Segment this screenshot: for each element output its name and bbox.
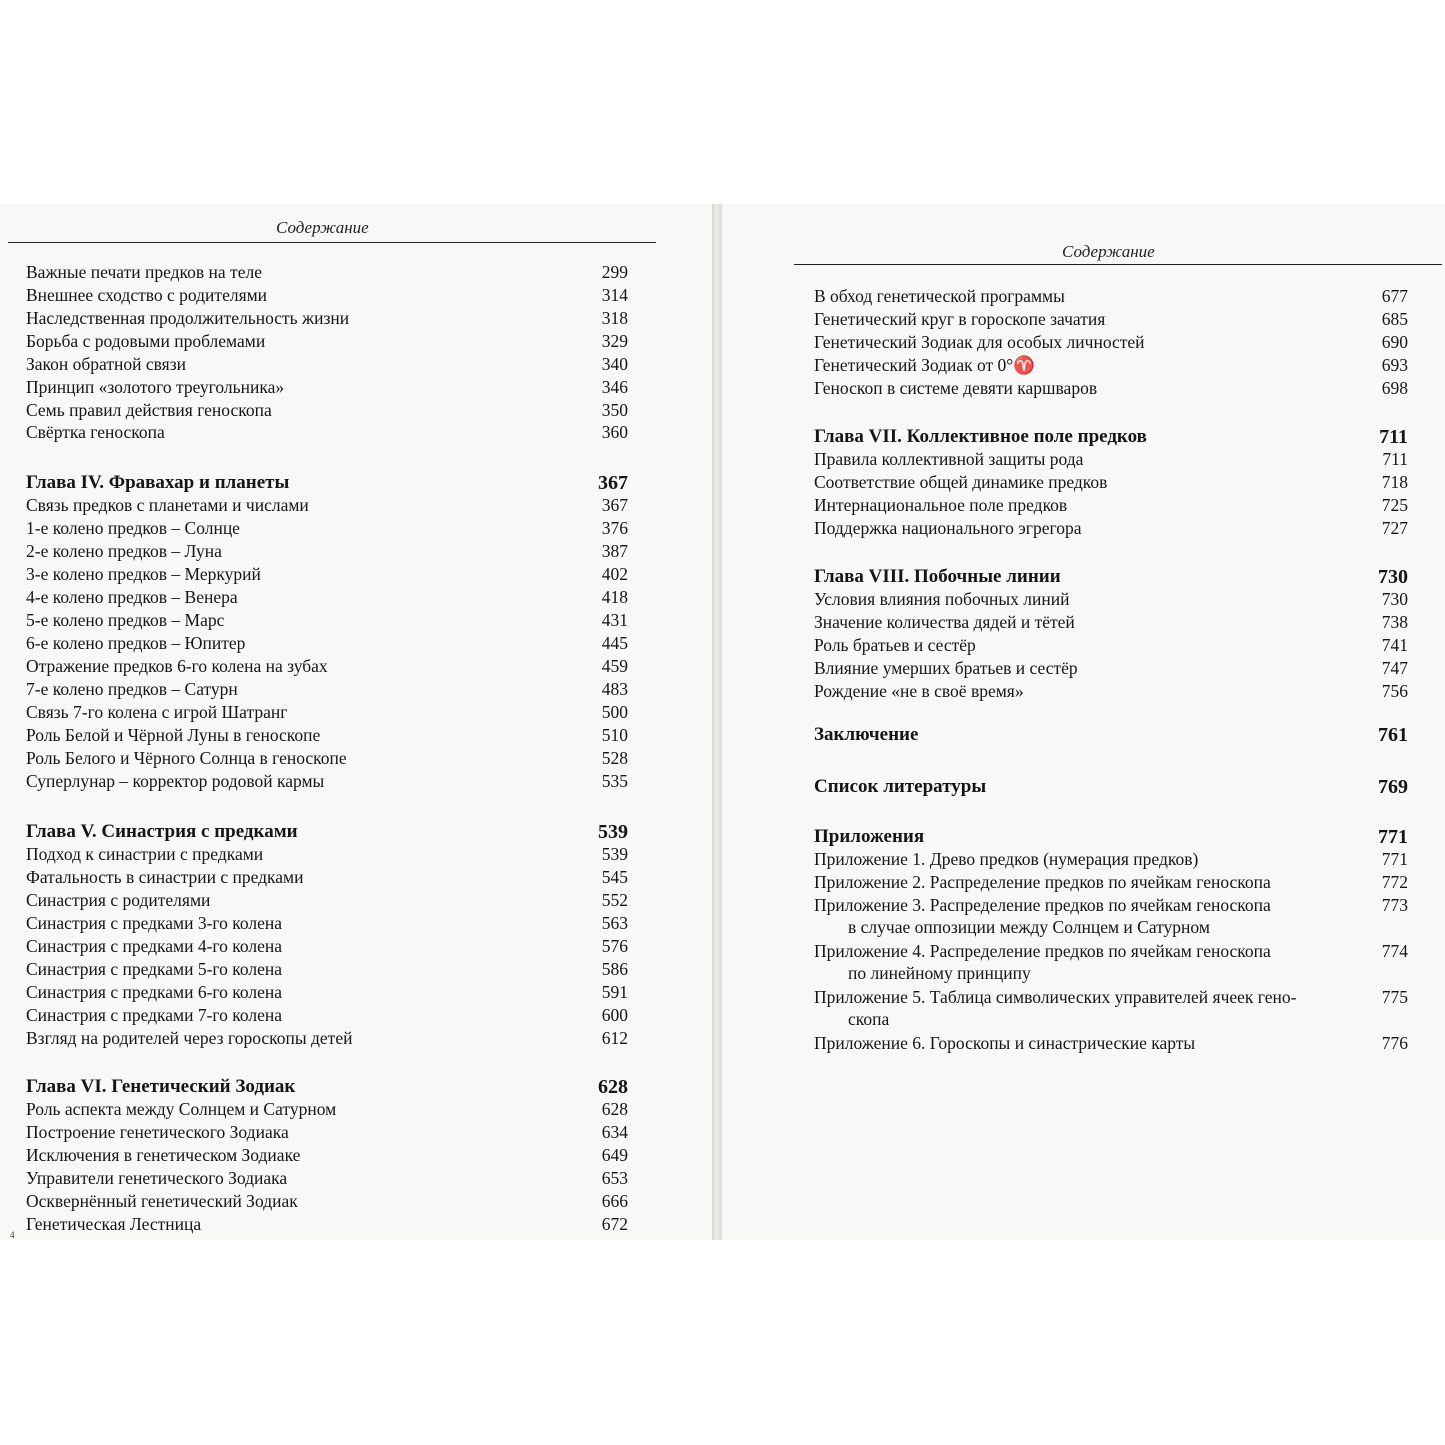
entry-page-number: 535 [601,771,628,791]
entry-title: Глава IV. Фравахар и планеты [26,472,290,493]
entry-page-number: 774 [1381,941,1408,961]
toc-entry [26,1122,628,1146]
entry-page-number: 711 [1379,426,1408,448]
entry-title: Управители генетического Зодиака [26,1168,288,1188]
entry-title: Правила коллективной защиты рода [814,449,1084,469]
toc-entry [26,1145,628,1169]
entry-page-number: 600 [601,1005,628,1025]
toc-entry [26,262,628,286]
header-rule [794,264,1442,265]
entry-title: Фатальность в синастрии с предками [26,867,304,887]
entry-title: Приложение 4. Распределение предков по ячейкам геноскопа [814,941,1271,961]
entry-page-number: 727 [1381,518,1408,538]
entry-page-number: 318 [601,308,628,328]
toc-entry [814,987,1408,1033]
entry-title: Роль Белого и Чёрного Солнца в геноскопе [26,748,347,768]
toc-entry [814,681,1408,705]
entry-title: 5-е колено предков – Марс [26,610,225,630]
entry-page-number: 586 [601,959,628,979]
entry-page-number: 653 [601,1168,628,1188]
entry-title: Синастрия с предками 5-го колена [26,959,283,979]
toc-entry [26,308,628,332]
toc-entry [26,1168,628,1192]
toc-entry [814,895,1408,941]
entry-title: Синастрия с родителями [26,890,211,910]
entry-page-number: 367 [598,472,628,494]
entry-page-number: 771 [1378,826,1408,848]
entry-page-number: 761 [1378,724,1408,746]
entry-title: 7-е колено предков – Сатурн [26,679,238,699]
toc-entry [26,844,628,868]
entry-page-number: 500 [601,702,628,722]
entry-page-number: 314 [601,285,628,305]
toc-entry [814,378,1408,402]
entry-page-number: 299 [601,262,628,282]
entry-page-number: 459 [601,656,628,676]
entry-page-number: 510 [601,725,628,745]
toc-entry [26,936,628,960]
entry-title: Приложение 5. Таблица символических управителей ячеек гено- [814,987,1297,1007]
running-head: Содержание [1062,242,1155,261]
entry-page-number: 545 [601,867,628,887]
entry-page-number: 677 [1381,286,1408,306]
entry-title: Семь правил действия геноскопа [26,400,272,420]
entry-title: Синастрия с предками 6-го колена [26,982,283,1002]
toc-entry [814,849,1408,873]
entry-title: Исключения в генетическом Зодиаке [26,1145,301,1165]
toc-entry [814,472,1408,496]
toc-entry [26,1191,628,1215]
toc-entry [814,589,1408,613]
entry-title: Свёртка геноскопа [26,422,165,442]
entry-page-number: 346 [601,377,628,397]
entry-page-number: 528 [601,748,628,768]
entry-title: Роль аспекта между Солнцем и Сатурном [26,1099,337,1119]
entry-page-number: 376 [601,518,628,538]
entry-title: Синастрия с предками 4-го колена [26,936,283,956]
entry-title: Условия влияния побочных линий [814,589,1070,609]
entry-page-number: 552 [601,890,628,910]
entry-title: Отражение предков 6-го колена на зубах [26,656,328,676]
entry-title: Генетический Зодиак от 0°♈ [814,355,1036,375]
chapter-heading [814,776,1408,800]
entry-page-number: 730 [1381,589,1408,609]
entry-title: Принцип «золотого треугольника» [26,377,285,397]
entry-title: Роль братьев и сестёр [814,635,976,655]
entry-page-number: 634 [601,1122,628,1142]
left-page [0,204,712,1240]
entry-page-number: 666 [601,1191,628,1211]
toc-entry [26,913,628,937]
toc-entry [26,564,628,588]
entry-page-number: 402 [601,564,628,584]
entry-page-number: 741 [1381,635,1408,655]
toc-entry [26,1214,628,1238]
entry-title: Закон обратной связи [26,354,186,374]
toc-entry [26,867,628,891]
entry-page-number: 747 [1381,658,1408,678]
entry-title: Синастрия с предками 3-го колена [26,913,283,933]
entry-page-number: 756 [1381,681,1408,701]
chapter-heading [26,821,628,845]
toc-entry [814,635,1408,659]
entry-title: Приложение 6. Гороскопы и синастрические карты [814,1033,1196,1053]
entry-title: Геноскоп в системе девяти каршваров [814,378,1098,398]
chapter-heading [814,724,1408,748]
entry-title: Приложения [814,826,925,847]
entry-page-number: 350 [601,400,628,420]
toc-entry [814,286,1408,310]
entry-page-number: 769 [1378,776,1408,798]
entry-title: Борьба с родовыми проблемами [26,331,266,351]
entry-page-number: 711 [1382,449,1408,469]
entry-title-continuation: по линейному принципу [848,963,1031,983]
entry-page-number: 775 [1381,987,1408,1007]
entry-title: Роль Белой и Чёрной Луны в геноскопе [26,725,321,745]
chapter-heading [814,826,1408,850]
running-head: Содержание [276,218,369,237]
entry-title: Генетическая Лестница [26,1214,202,1234]
entry-page-number: 539 [598,821,628,843]
entry-title: Глава VIII. Побочные линии [814,566,1061,587]
entry-title: Приложение 3. Распределение предков по ячейкам геноскопа [814,895,1271,915]
toc-entry [814,941,1408,987]
entry-title: Взгляд на родителей через гороскопы детей [26,1028,353,1048]
toc-entry [26,400,628,424]
entry-page-number: 431 [601,610,628,630]
entry-title: Генетический круг в гороскопе зачатия [814,309,1106,329]
entry-page-number: 340 [601,354,628,374]
chapter-heading [26,472,628,496]
entry-page-number: 725 [1381,495,1408,515]
entry-page-number: 672 [601,1214,628,1234]
entry-title: Приложение 2. Распределение предков по ячейкам геноскопа [814,872,1271,892]
entry-title: 2-е колено предков – Луна [26,541,222,561]
entry-title: Построение генетического Зодиака [26,1122,289,1142]
entry-page-number: 576 [601,936,628,956]
entry-page-number: 563 [601,913,628,933]
entry-title: Подход к синастрии с предками [26,844,264,864]
entry-title: 4-е колено предков – Венера [26,587,238,607]
entry-page-number: 772 [1381,872,1408,892]
entry-page-number: 539 [601,844,628,864]
entry-page-number: 387 [601,541,628,561]
toc-entry [26,982,628,1006]
right-page [722,204,1445,1240]
toc-entry [26,422,628,446]
toc-entry [26,633,628,657]
entry-page-number: 771 [1381,849,1408,869]
toc-entry [814,872,1408,896]
toc-entry [814,355,1408,379]
entry-page-number: 730 [1378,566,1408,588]
toc-entry [26,748,628,772]
toc-entry [814,309,1408,333]
entry-title: В обход генетической программы [814,286,1065,306]
entry-title: Наследственная продолжительность жизни [26,308,350,328]
entry-page-number: 690 [1381,332,1408,352]
entry-title: Глава VII. Коллективное поле предков [814,426,1147,447]
entry-page-number: 445 [601,633,628,653]
entry-title: Интернациональное поле предков [814,495,1068,515]
toc-entry [26,587,628,611]
page-number: 4 [10,1230,15,1240]
toc-entry [26,518,628,542]
entry-page-number: 685 [1381,309,1408,329]
chapter-heading [814,426,1408,450]
toc-entry [26,495,628,519]
toc-entry [814,658,1408,682]
entry-page-number: 738 [1381,612,1408,632]
toc-entry [26,1005,628,1029]
toc-entry [26,354,628,378]
entry-title: Внешнее сходство с родителями [26,285,268,305]
entry-title: 1-е колено предков – Солнце [26,518,240,538]
entry-title: Суперлунар – корректор родовой кармы [26,771,325,791]
entry-title: Значение количества дядей и тётей [814,612,1075,632]
entry-title: Заключение [814,724,919,745]
entry-title: 6-е колено предков – Юпитер [26,633,246,653]
entry-title: Связь предков с планетами и числами [26,495,309,515]
header-rule [8,242,656,243]
toc-entry [26,725,628,749]
entry-title: Приложение 1. Древо предков (нумерация предков) [814,849,1199,869]
toc-entry [26,890,628,914]
toc-entry [814,332,1408,356]
entry-page-number: 628 [598,1076,628,1098]
entry-title-continuation: в случае оппозиции между Солнцем и Сатурном [848,917,1210,937]
toc-entry [26,959,628,983]
toc-entry [26,1028,628,1052]
entry-title: Рождение «не в своё время» [814,681,1024,701]
entry-page-number: 693 [1381,355,1408,375]
entry-page-number: 329 [601,331,628,351]
entry-title: Важные печати предков на теле [26,262,262,282]
entry-page-number: 360 [601,422,628,442]
toc-entry [814,449,1408,473]
entry-page-number: 698 [1381,378,1408,398]
chapter-heading [26,1076,628,1100]
toc-entry [26,1099,628,1123]
entry-page-number: 649 [601,1145,628,1165]
entry-title: Синастрия с предками 7-го колена [26,1005,283,1025]
entry-title: Связь 7-го колена с игрой Шатранг [26,702,288,722]
toc-entry [26,679,628,703]
toc-entry [814,612,1408,636]
entry-page-number: 483 [601,679,628,699]
toc-entry [26,610,628,634]
entry-title: Соответствие общей динамике предков [814,472,1108,492]
toc-entry [814,518,1408,542]
entry-page-number: 776 [1381,1033,1408,1053]
entry-page-number: 718 [1381,472,1408,492]
entry-title: Генетический Зодиак для особых личностей [814,332,1145,352]
chapter-heading [814,566,1408,590]
entry-title-continuation: скопа [848,1009,890,1029]
entry-page-number: 628 [601,1099,628,1119]
entry-page-number: 418 [601,587,628,607]
entry-title: Поддержка национального эгрегора [814,518,1082,538]
toc-entry [814,1033,1408,1057]
entry-title: Глава V. Синастрия с предками [26,821,298,842]
toc-entry [814,495,1408,519]
entry-title: Глава VI. Генетический Зодиак [26,1076,296,1097]
toc-entry [26,771,628,795]
entry-title: 3-е колено предков – Меркурий [26,564,261,584]
toc-entry [26,656,628,680]
entry-page-number: 591 [601,982,628,1002]
toc-entry [26,377,628,401]
entry-page-number: 612 [601,1028,628,1048]
toc-entry [26,702,628,726]
entry-title: Осквернённый генетический Зодиак [26,1191,298,1211]
book-gutter [712,204,722,1240]
entry-page-number: 367 [601,495,628,515]
entry-page-number: 773 [1381,895,1408,915]
toc-entry [26,331,628,355]
entry-title: Список литературы [814,776,987,797]
entry-title: Влияние умерших братьев и сестёр [814,658,1078,678]
toc-entry [26,541,628,565]
toc-entry [26,285,628,309]
